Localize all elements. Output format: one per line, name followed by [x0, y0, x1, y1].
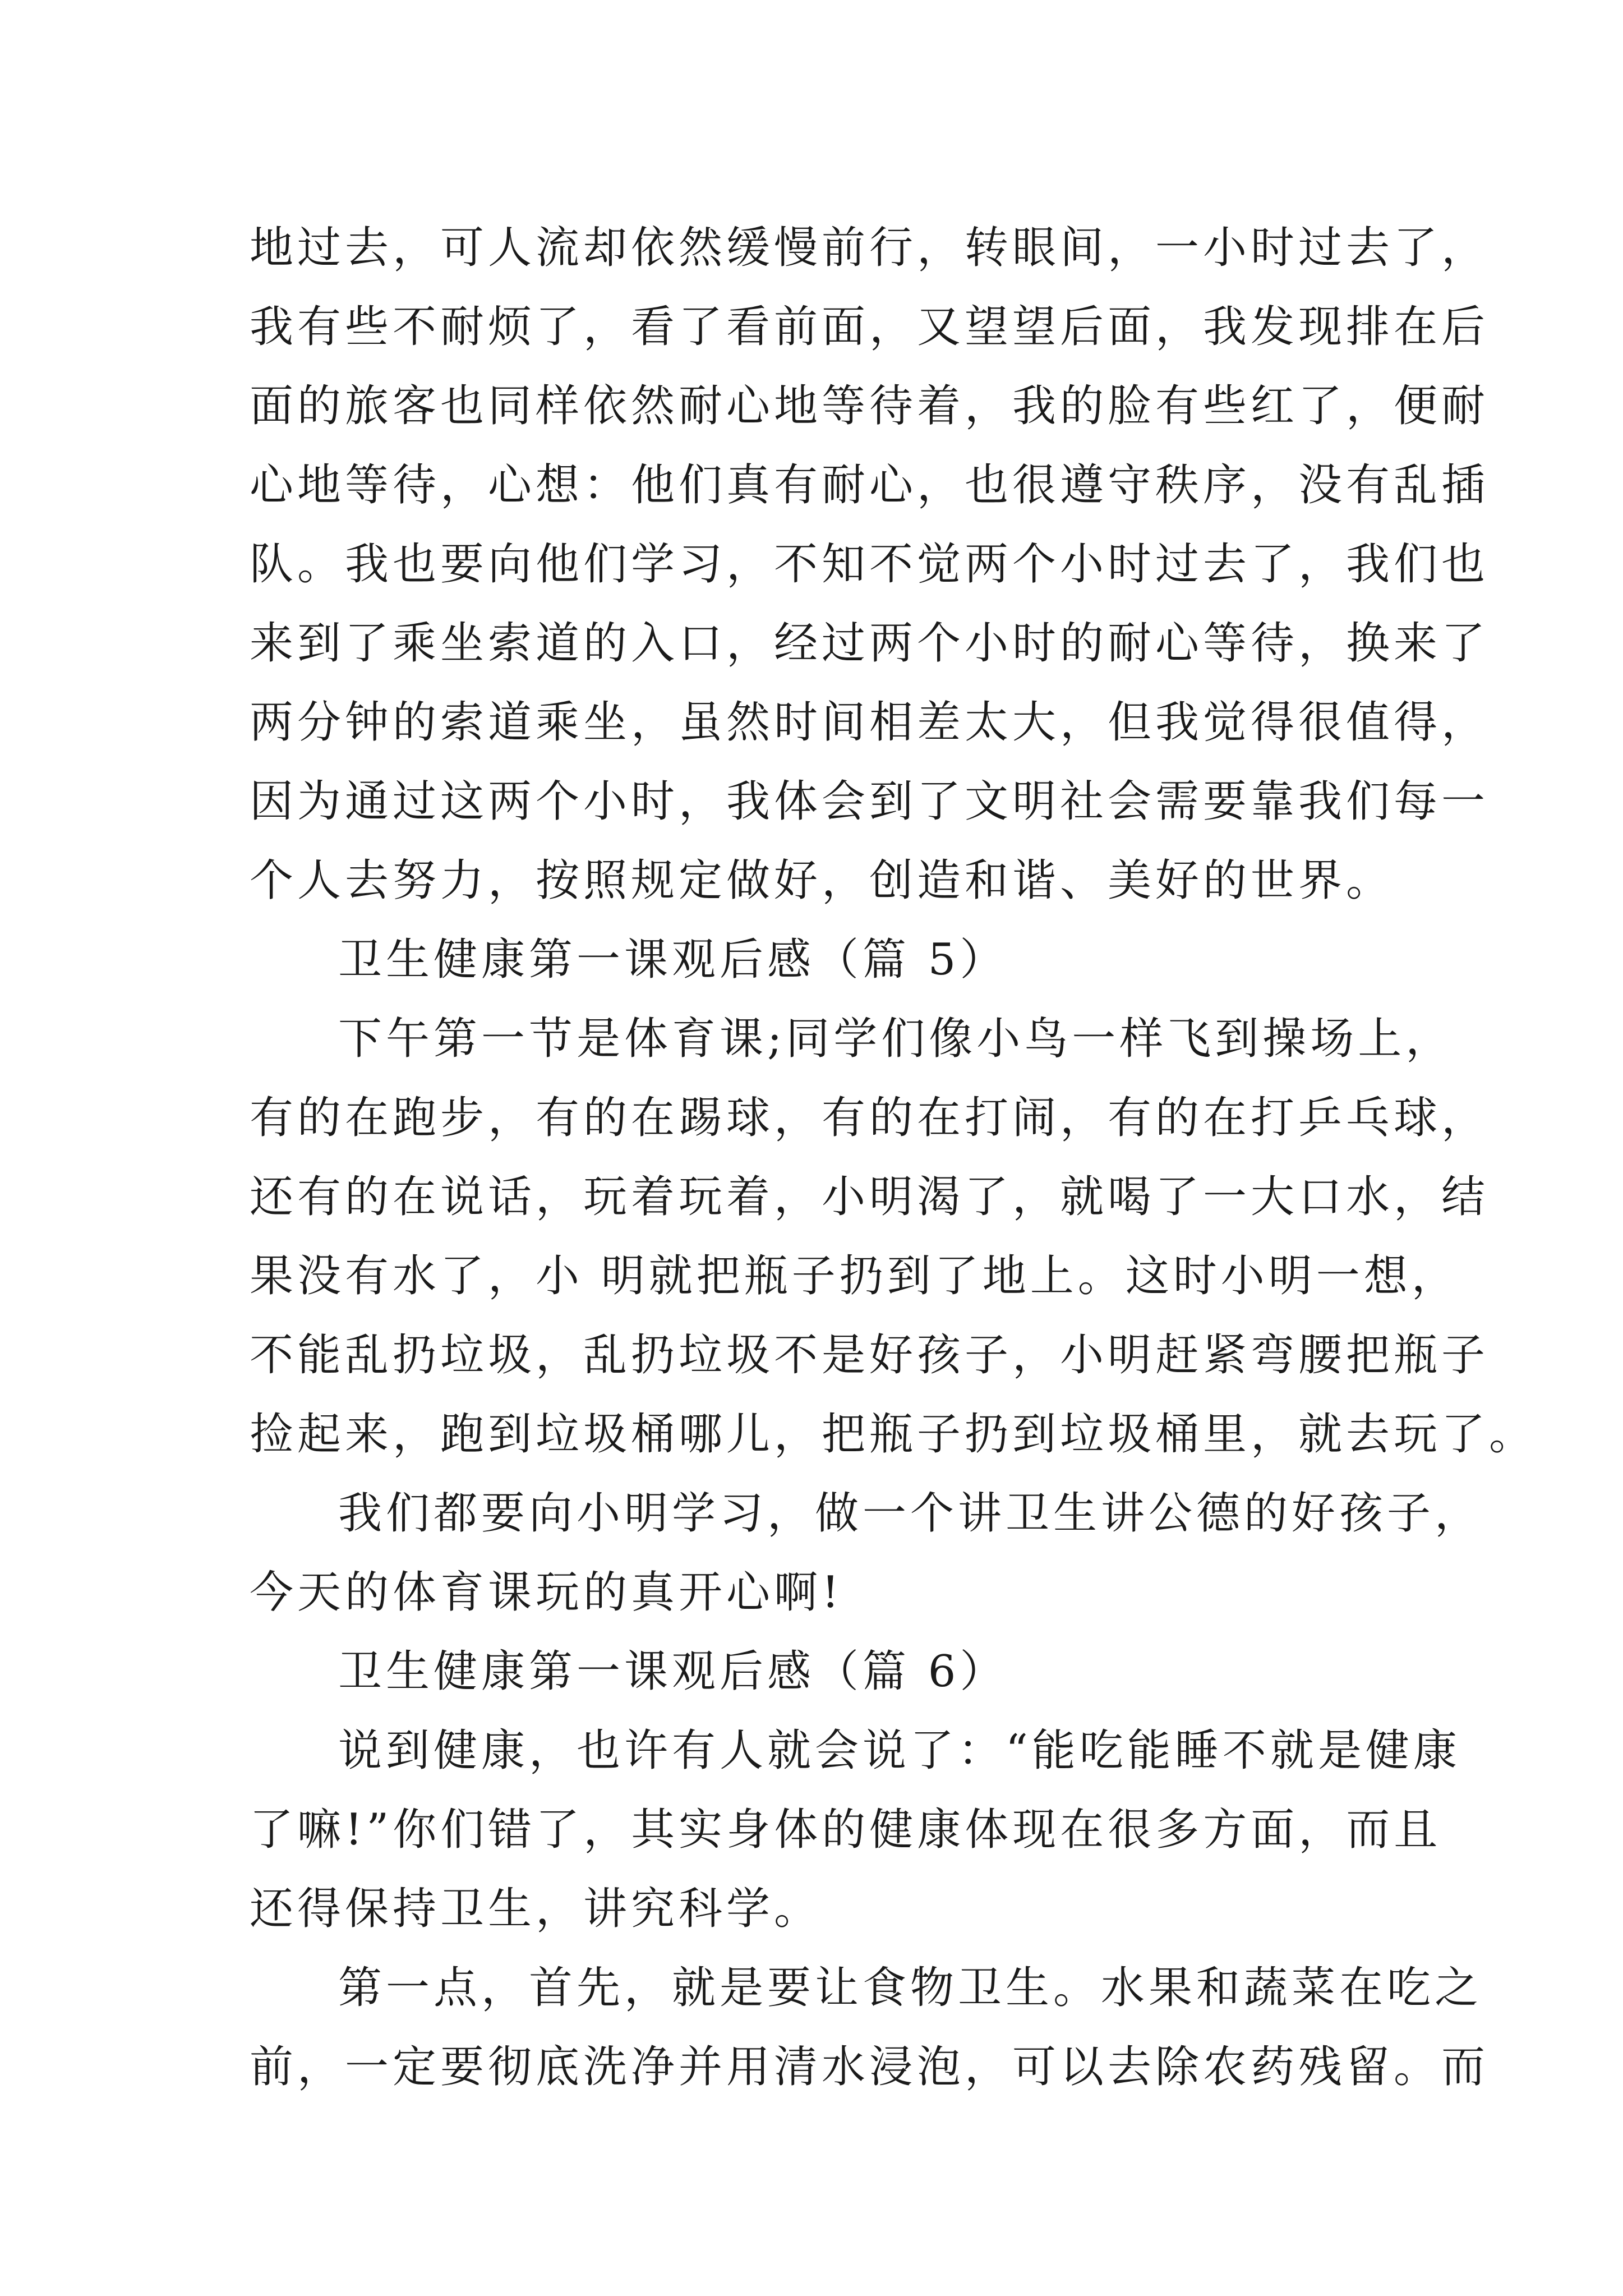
paragraph-line: 第一点，首先，就是要让食物卫生。水果和蔬菜在吃之	[338, 1963, 1483, 2013]
paragraph-line: 今天的体育课玩的真开心啊!	[250, 1567, 843, 1618]
paragraph-line: 不能乱扔垃圾，乱扔垃圾不是好孩子，小明赶紧弯腰把瓶子	[250, 1330, 1490, 1381]
paragraph-line: 说到健康，也许有人就会说了：“能吃能睡不就是健康	[338, 1726, 1461, 1776]
paragraph-line: 队。我也要向他们学习，不知不觉两个小时过去了，我们也	[250, 539, 1490, 590]
paragraph-line: 还得保持卫生，讲究科学。	[250, 1884, 822, 1934]
paragraph-line: 面的旅客也同样依然耐心地等待着，我的脸有些红了，便耐	[250, 381, 1490, 431]
paragraph-line: 果没有水了，小 明就把瓶子扔到了地上。这时小明一想，	[250, 1251, 1459, 1301]
paragraph-line: 捡起来，跑到垃圾桶哪儿，把瓶子扔到垃圾桶里，就去玩了。	[250, 1409, 1537, 1460]
paragraph-line: 来到了乘坐索道的入口，经过两个小时的耐心等待，换来了	[250, 618, 1490, 669]
section-heading: 卫生健康第一课观后感（篇 6）	[338, 1646, 1008, 1697]
paragraph-line: 还有的在说话，玩着玩着，小明渴了，就喝了一大口水，结	[250, 1172, 1490, 1222]
paragraph-line: 心地等待，心想：他们真有耐心，也很遵守秩序，没有乱插	[250, 460, 1490, 510]
paragraph-line: 因为通过这两个小时，我体会到了文明社会需要靠我们每一	[250, 776, 1490, 827]
paragraph-line: 了嘛!”你们错了，其实身体的健康体现在很多方面，而且	[250, 1805, 1442, 1855]
paragraph-line: 地过去，可人流却依然缓慢前行，转眼间，一小时过去了，	[250, 223, 1490, 273]
paragraph-line: 我有些不耐烦了，看了看前面，又望望后面，我发现排在后	[250, 302, 1490, 352]
section-heading: 卫生健康第一课观后感（篇 5）	[338, 935, 1008, 985]
paragraph-line: 我们都要向小明学习，做一个讲卫生讲公德的好孩子，	[338, 1488, 1483, 1539]
paragraph-line: 个人去努力，按照规定做好，创造和谐、美好的世界。	[250, 855, 1394, 906]
paragraph-line: 有的在跑步，有的在踢球，有的在打闹，有的在打乒乓球，	[250, 1093, 1490, 1143]
paragraph-line: 两分钟的索道乘坐，虽然时间相差太大，但我觉得很值得，	[250, 697, 1490, 748]
paragraph-line: 下午第一节是体育课;同学们像小鸟一样飞到操场上，	[338, 1014, 1454, 1064]
paragraph-line: 前，一定要彻底洗净并用清水浸泡，可以去除农药残留。而	[250, 2042, 1490, 2092]
